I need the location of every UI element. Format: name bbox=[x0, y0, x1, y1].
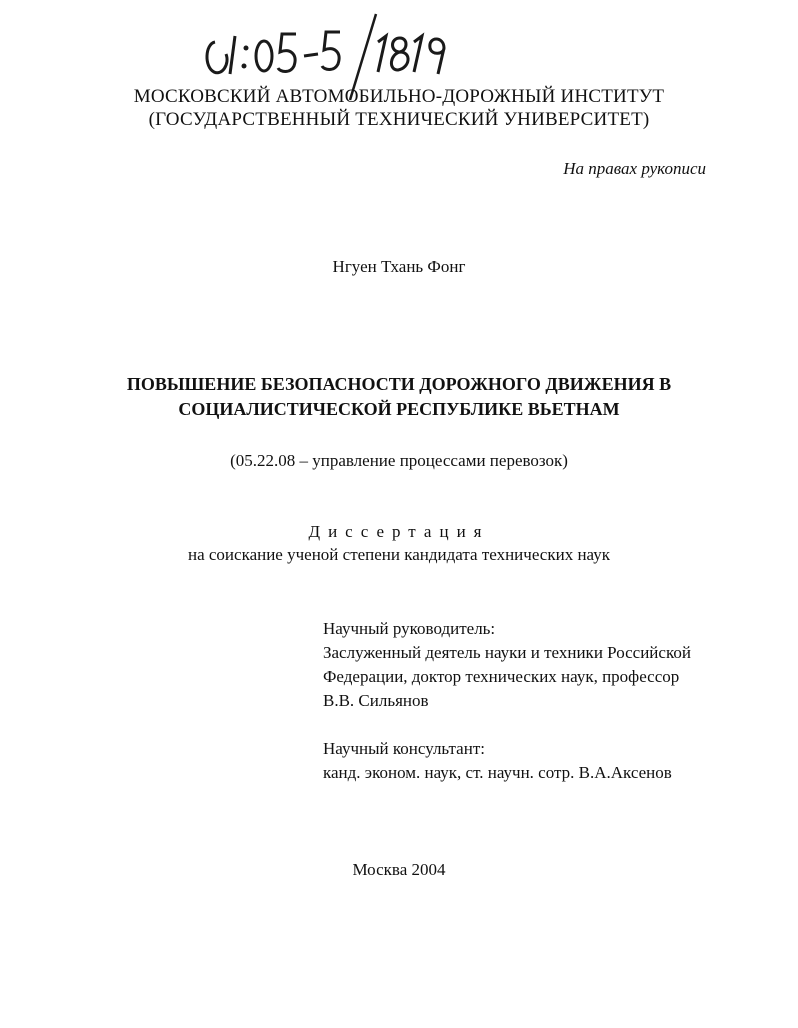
consultant-label: Научный консультант: bbox=[323, 739, 485, 758]
manuscript-rights-note: На правах рукописи bbox=[563, 159, 706, 178]
dissertation-title-line-1: ПОВЫШЕНИЕ БЕЗОПАСНОСТИ ДОРОЖНОГО ДВИЖЕНИЯ В bbox=[126, 374, 672, 394]
institute-name: МОСКОВСКИЙ АВТОМОБИЛЬНО-ДОРОЖНЫЙ ИНСТИТУТ bbox=[133, 86, 665, 107]
consultant-name: канд. эконом. наук, ст. научн. сотр. В.А.Аксенов bbox=[323, 763, 672, 782]
specialty-code: (05.22.08 – управление процессами перевозок) bbox=[230, 451, 568, 470]
supervisor-label: Научный руководитель: bbox=[323, 619, 496, 638]
supervisor-name: В.В. Сильянов bbox=[323, 691, 429, 710]
city-year: Москва 2004 bbox=[352, 860, 446, 879]
supervisor-title-line-2: Федерации, доктор технических наук, профессор bbox=[323, 667, 680, 686]
document-type: Диссертация bbox=[308, 522, 490, 541]
supervisor-title-line-1: Заслуженный деятель науки и техники Российской bbox=[323, 643, 691, 662]
degree-description: на соискание ученой степени кандидата технических наук bbox=[187, 545, 610, 564]
author-name: Нгуен Тхань Фонг bbox=[332, 257, 466, 276]
dissertation-title-line-2: СОЦИАЛИСТИЧЕСКОЙ РЕСПУБЛИКЕ ВЬЕТНАМ bbox=[178, 399, 620, 419]
institute-subtitle: (ГОСУДАРСТВЕННЫЙ ТЕХНИЧЕСКИЙ УНИВЕРСИТЕТ) bbox=[148, 109, 650, 130]
